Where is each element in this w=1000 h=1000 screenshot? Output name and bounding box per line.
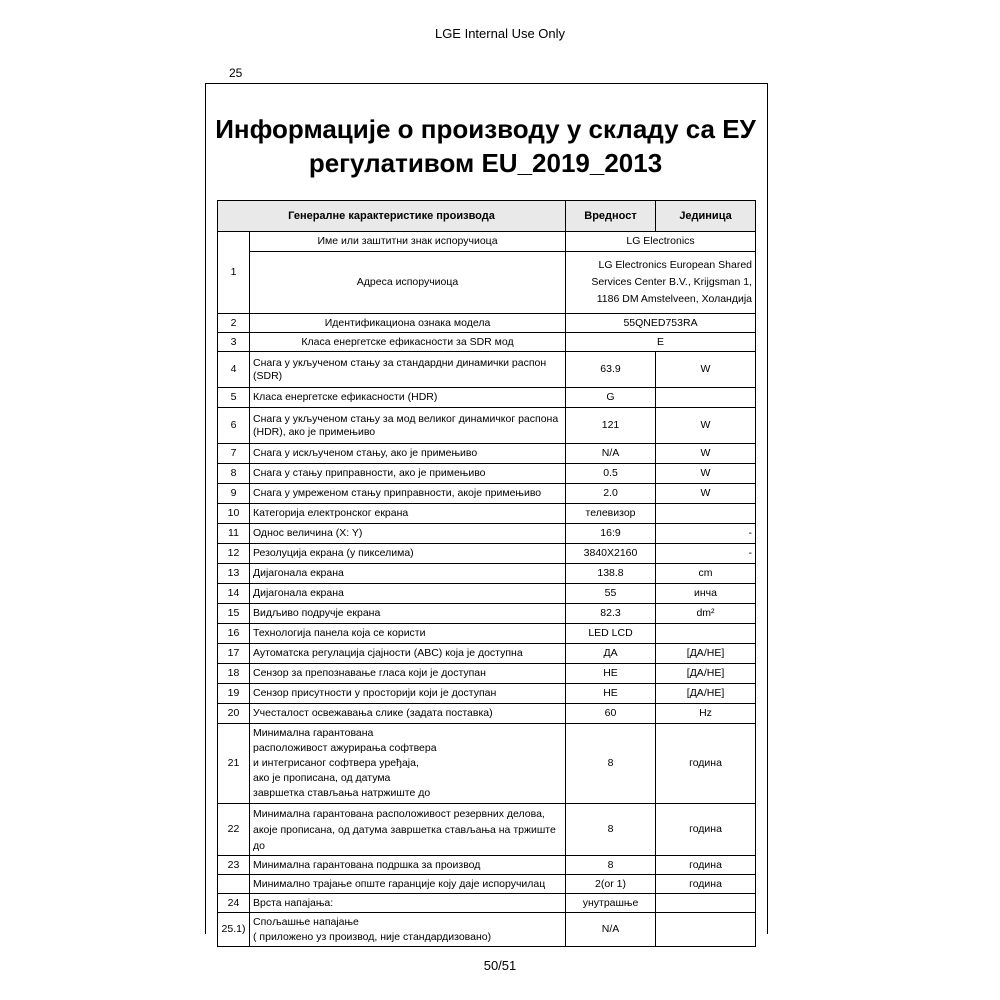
row-number: 25.1) [218,913,250,947]
table-row [218,604,756,624]
row-value: 2(or 1) [566,875,656,894]
row-number: 22 [218,804,250,856]
row-unit: Hz [656,704,756,724]
row-number: 21 [218,724,250,804]
header-note: LGE Internal Use Only [434,26,566,41]
row-number: 20 [218,704,250,724]
row-value: 121 [566,408,656,444]
row-value: 63.9 [566,352,656,388]
row-unit [656,504,756,524]
row-number: 17 [218,644,250,664]
row-value: 60 [566,704,656,724]
row-number: 15 [218,604,250,624]
table-row [218,664,756,684]
row-number: 2 [218,314,250,333]
table-row [218,524,756,544]
row-unit: [ДА/НЕ] [656,684,756,704]
row-label: Снага у умреженом стању приправности, акоје примењиво [250,484,566,504]
row-value: унутрашње [566,894,656,913]
row-label: Минимално трајање опште гаранције коју даје испоручилац [250,875,566,894]
row-label: Снага у укљученом стању за стандардни динамички распон (SDR) [250,352,566,388]
row-unit: - [656,524,756,544]
title-line-2: регулативом EU_2019_2013 [308,148,663,178]
table-row [218,314,756,333]
row-label: Однос величина (X: Y) [250,524,566,544]
row-label: Учесталост освежавања слике (задата поставка) [250,704,566,724]
row-number: 8 [218,464,250,484]
row-unit: [ДА/НЕ] [656,664,756,684]
row-unit [656,388,756,408]
table-row [218,544,756,564]
row-value: 2.0 [566,484,656,504]
row-value: ДА [566,644,656,664]
row-value: телевизор [566,504,656,524]
row-unit [656,894,756,913]
footer-page-number: 50/51 [483,958,517,973]
row-unit [656,624,756,644]
row-label: Снага у стању приправности, ако је примењиво [250,464,566,484]
row-number: 10 [218,504,250,524]
row-number: 16 [218,624,250,644]
row-unit [656,913,756,947]
table-row [218,464,756,484]
row-value: 8 [566,804,656,856]
row-number: 9 [218,484,250,504]
row-number: 7 [218,444,250,464]
table-row [218,352,756,388]
row-label: Класа енергетске ефикасности за SDR мод [250,333,566,352]
row-label: Аутоматска регулација сјајности (ABC) која је доступна [250,644,566,664]
row-number: 19 [218,684,250,704]
table-row [218,388,756,408]
col-header-value: Вредност [566,201,656,232]
table-row [218,724,756,804]
row-label: Сензор присутности у просторији који је доступан [250,684,566,704]
row-unit: W [656,408,756,444]
col-header-characteristics: Генералне карактеристике производа [218,201,566,232]
table-row [218,624,756,644]
row-unit: [ДА/НЕ] [656,644,756,664]
row-value: LED LCD [566,624,656,644]
row-label: Минимална гарантована подршка за производ [250,856,566,875]
row-value: LG Electronics European Shared Services Center B.V., Krijgsman 1, 1186 DM Amstelveen, Холандија [566,252,756,314]
row-value: 0.5 [566,464,656,484]
row-unit: W [656,352,756,388]
table-row [218,804,756,856]
row-label: Минимална гарантована расположивост ажурирања софтвера и интегрисаног софтвера уређаја, ако је прописана, од датума завршетка стављања натржиште до [250,724,566,804]
title-line-1: Информације о производу у складу са ЕУ [215,114,756,144]
row-value: 82.3 [566,604,656,624]
row-unit: W [656,444,756,464]
table-row [218,333,756,352]
spec-table [217,200,756,947]
row-value: G [566,388,656,408]
table-row [218,484,756,504]
row-unit: инча [656,584,756,604]
row-label: Спољашње напајање ( приложено уз производ, није стандардизовано) [250,913,566,947]
row-value: 138.8 [566,564,656,584]
row-unit: W [656,464,756,484]
row-number: 1 [218,232,250,314]
table-row [218,504,756,524]
row-number: 12 [218,544,250,564]
row-value: 3840X2160 [566,544,656,564]
table-row [218,856,756,875]
row-value: N/A [566,913,656,947]
table-row [218,704,756,724]
table-row [218,408,756,444]
row-number: 23 [218,856,250,875]
row-label: Категорија електронског екрана [250,504,566,524]
row-unit: dm² [656,604,756,624]
row-label: Врста напајања: [250,894,566,913]
row-label: Снага у искљученом стању, ако је примењиво [250,444,566,464]
row-label: Резолуција екрана (у пикселима) [250,544,566,564]
row-value: НЕ [566,684,656,704]
row-label: Идентификациона ознака модела [250,314,566,333]
row-unit: - [656,544,756,564]
row-number: 18 [218,664,250,684]
row-value: E [566,333,756,352]
row-unit: година [656,804,756,856]
table-header-row [218,201,756,232]
table-row [218,564,756,584]
row-number: 5 [218,388,250,408]
row-number: 11 [218,524,250,544]
row-label: Име или заштитни знак испоручиоца [250,232,566,252]
table-row [218,644,756,664]
row-number: 13 [218,564,250,584]
table-row [218,252,756,314]
row-number: 4 [218,352,250,388]
row-value: 55QNED753RA [566,314,756,333]
row-unit: година [656,856,756,875]
row-value: LG Electronics [566,232,756,252]
row-number: 14 [218,584,250,604]
col-header-unit: Јединица [656,201,756,232]
row-label: Сензор за препознавање гласа који је доступан [250,664,566,684]
row-label: Технологија панела која се користи [250,624,566,644]
row-value: 16:9 [566,524,656,544]
row-value: НЕ [566,664,656,684]
row-number [218,875,250,894]
row-label: Класа енергетске ефикасности (HDR) [250,388,566,408]
document-title [205,112,766,180]
row-label: Видљиво подручје екрана [250,604,566,624]
row-label: Снага у укљученом стању за мод великог динамичког распона (HDR), ако је примењиво [250,408,566,444]
row-unit: W [656,484,756,504]
row-number: 6 [218,408,250,444]
table-row [218,232,756,252]
table-row [218,875,756,894]
row-unit: година [656,724,756,804]
row-label: Дијагонала екрана [250,584,566,604]
row-unit: година [656,875,756,894]
row-value: 55 [566,584,656,604]
table-row [218,684,756,704]
row-value: 8 [566,856,656,875]
row-unit: cm [656,564,756,584]
page-number-top: 25 [229,66,243,80]
row-number: 3 [218,333,250,352]
row-value: N/A [566,444,656,464]
row-label: Минимална гарантована расположивост резервних делова, акоје прописана, од датума завршетка стављања на тржиште до [250,804,566,856]
row-label: Дијагонала екрана [250,564,566,584]
row-label: Адреса испоручиоца [250,252,566,314]
table-row [218,444,756,464]
table-row [218,913,756,947]
row-number: 24 [218,894,250,913]
table-row [218,894,756,913]
row-value: 8 [566,724,656,804]
table-row [218,584,756,604]
